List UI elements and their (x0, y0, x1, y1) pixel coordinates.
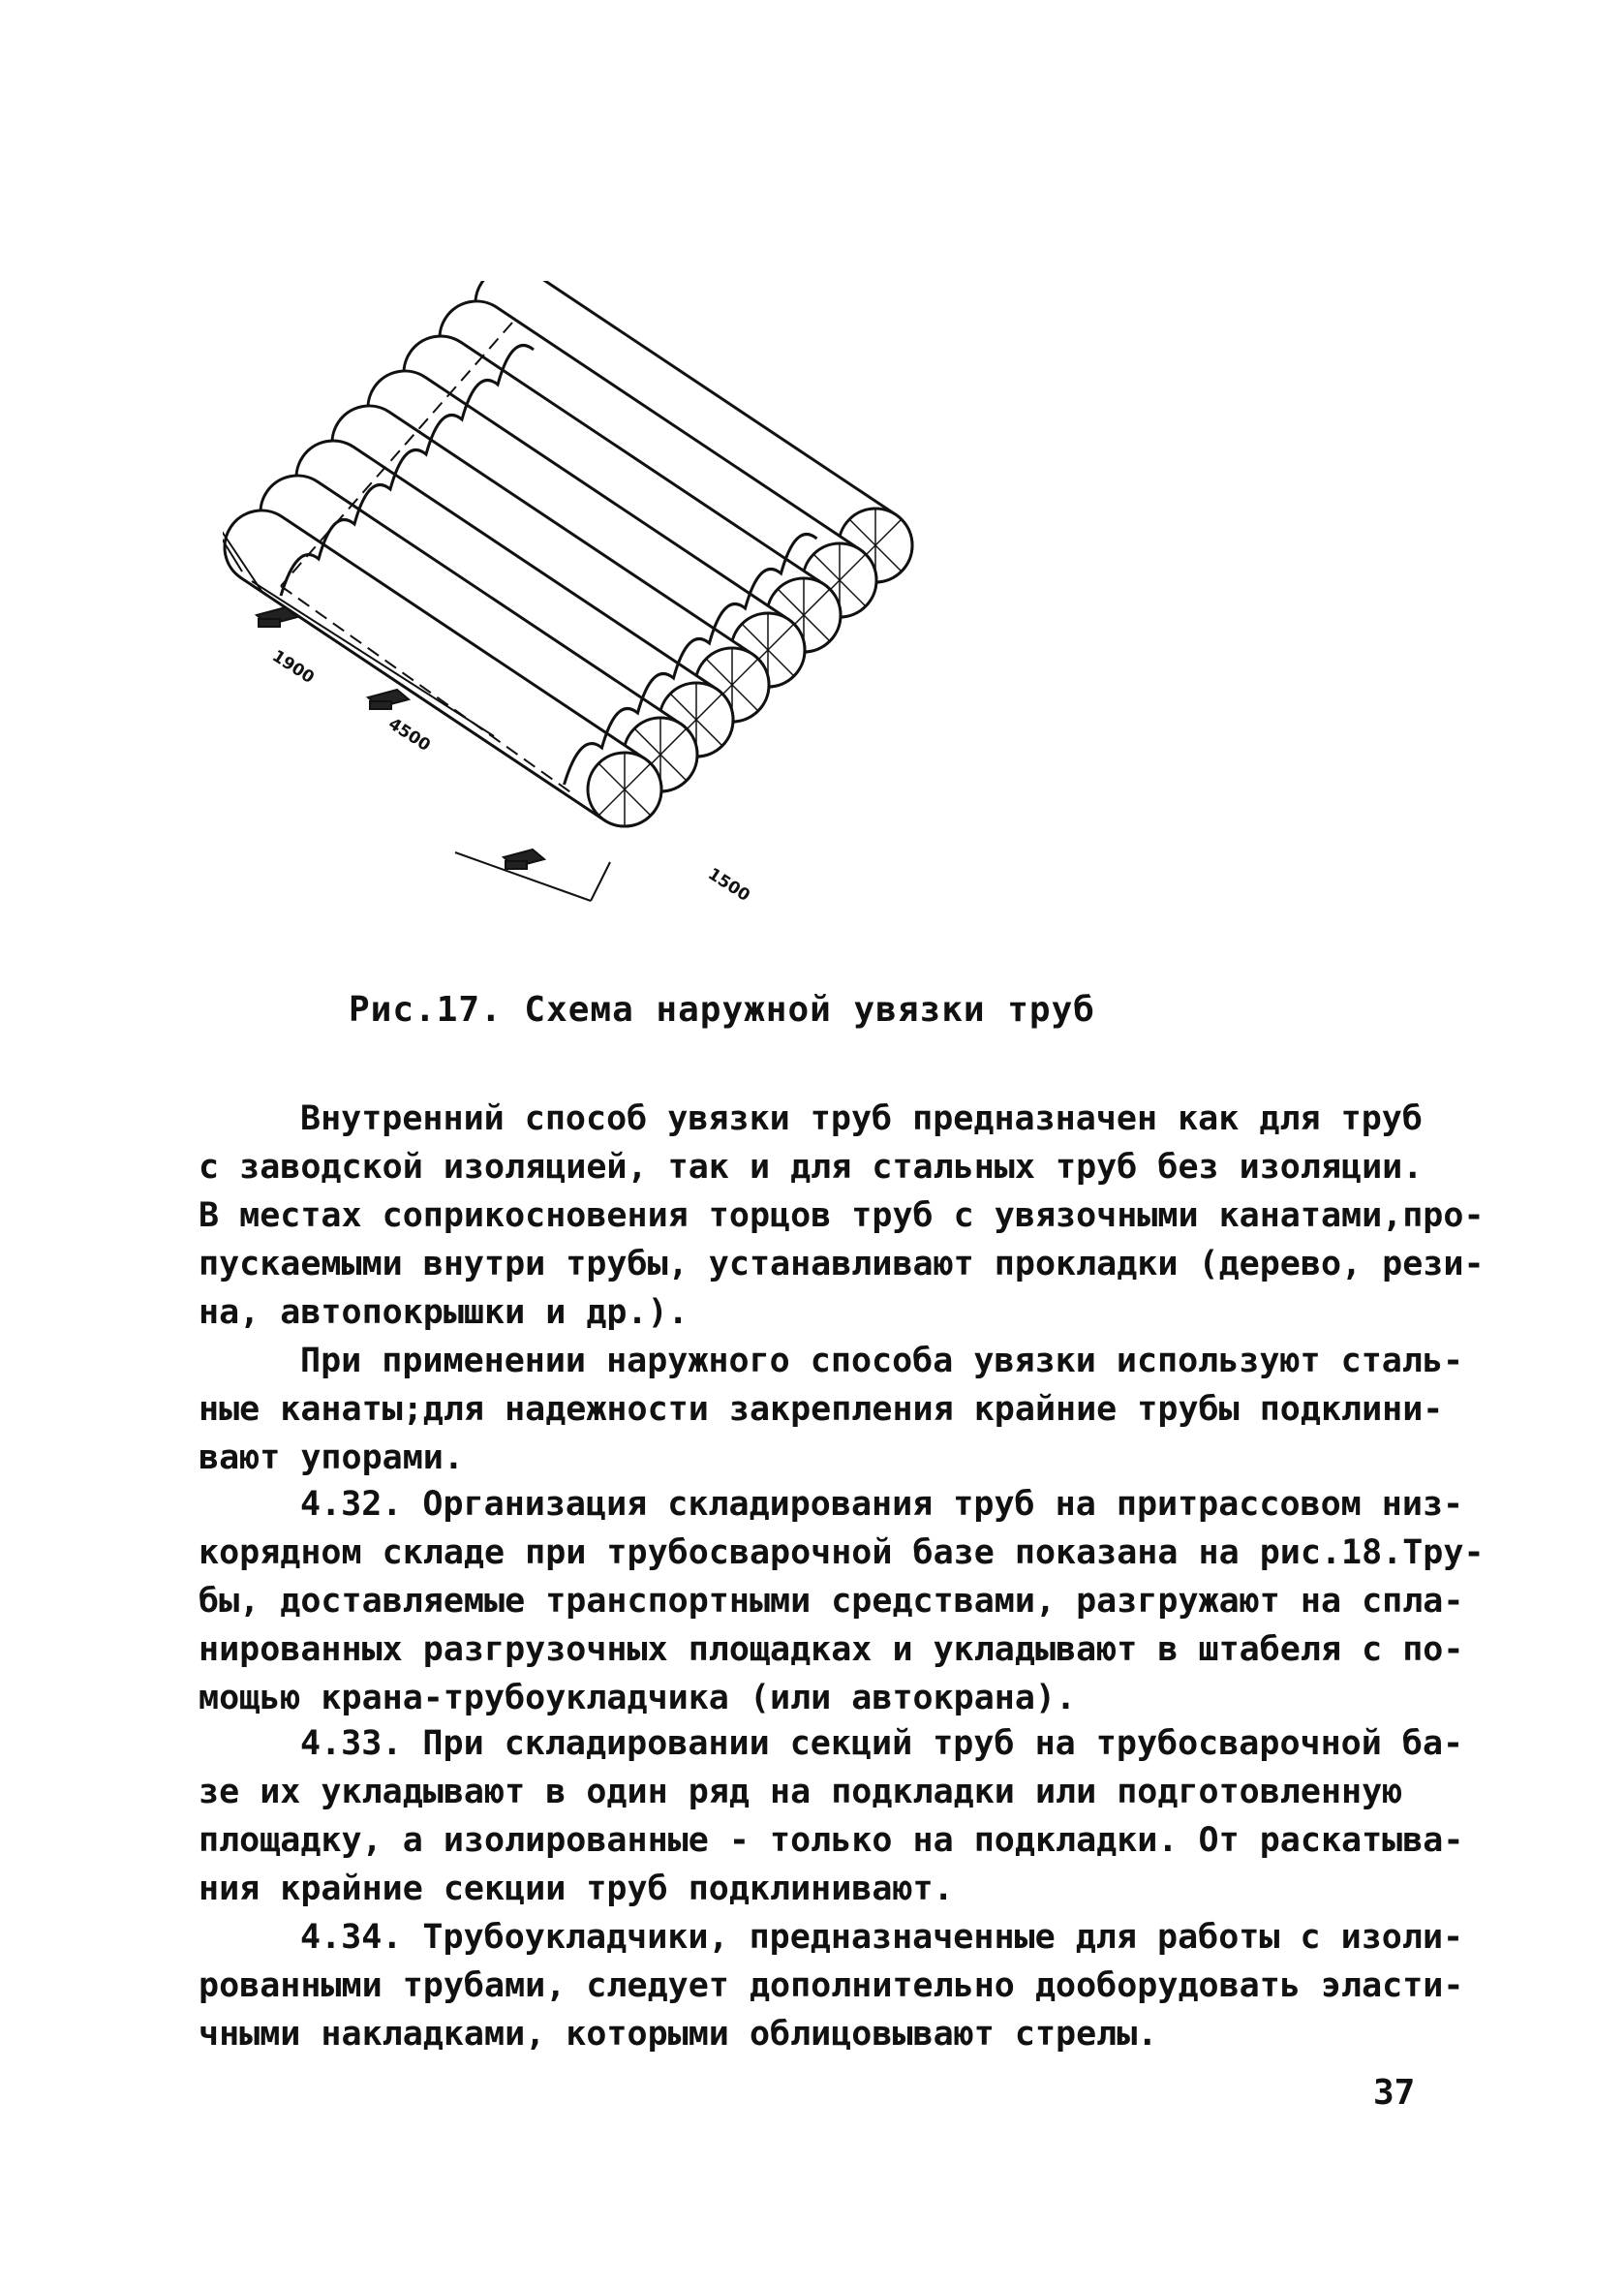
pipe-bundle-figure (223, 281, 1307, 949)
text-line: 4.34. Трубоукладчики, предназначенные для работы с изоли- (300, 1918, 1464, 1957)
text-line: При применении наружного способа увязки используют сталь- (300, 1342, 1464, 1380)
dimension-line (591, 862, 610, 901)
text-line: корядном складе при трубосварочной базе показана на рис.18.Тру- (199, 1533, 1485, 1572)
paragraph-1 (199, 1095, 1485, 1337)
dimension-label-1900: 1900 (268, 646, 318, 688)
wedge-support (506, 861, 527, 869)
text-line: 4.33. При складировании секций труб на трубосварочной ба- (300, 1724, 1464, 1763)
page-number: 37 (1373, 2073, 1416, 2113)
text-line: площадку, а изолированные - только на подкладки. От раскатыва- (199, 1821, 1464, 1860)
text-line: мощью крана-трубоукладчика (или автокрана). (199, 1679, 1077, 1717)
text-line: нированных разгрузочных площадках и укладывают в штабеля с по- (199, 1630, 1464, 1669)
paragraph-4-32 (199, 1480, 1485, 1722)
text-line: на, автопокрышки и др.). (199, 1293, 689, 1332)
paragraph-4-34 (199, 1913, 1464, 2058)
figure-caption: Рис.17. Схема наружной увязки труб (349, 990, 1095, 1030)
pipe-bundle-drawing (223, 281, 1307, 949)
text-line: ные канаты;для надежности закрепления крайние трубы подклини- (199, 1390, 1444, 1429)
text-line: чными накладками, которыми облицовывают стрелы. (199, 2015, 1158, 2054)
dimension-label-4500: 4500 (384, 714, 434, 756)
text-line: бы, доставляемые транспортными средствами, разгружают на спла- (199, 1582, 1464, 1621)
dimension-label-1500: 1500 (704, 864, 753, 906)
paragraph-4-33 (199, 1719, 1464, 1913)
text-line: зе их укладывают в один ряд на подкладки или подготовленную (199, 1773, 1403, 1811)
text-line: вают упорами. (199, 1438, 464, 1477)
wedge-support (370, 701, 391, 709)
text-line: В местах соприкосновения торцов труб с увязочными канатами,про- (199, 1196, 1485, 1235)
text-line: пускаемыми внутри трубы, устанавливают прокладки (дерево, рези- (199, 1245, 1485, 1283)
text-line: с заводской изоляцией, так и для стальных труб без изоляции. (199, 1148, 1424, 1187)
text-line: рованными трубами, следует дополнительно дооборудовать эласти- (199, 1966, 1464, 2005)
pipes-group (225, 281, 912, 826)
wedge-support (259, 619, 280, 627)
text-line: ния крайние секции труб подклинивают. (199, 1870, 954, 1908)
text-line: 4.32. Организация складирования труб на притрассовом низ- (300, 1485, 1464, 1524)
paragraph-2 (199, 1337, 1464, 1482)
text-line: Внутренний способ увязки труб предназначен как для труб (300, 1099, 1423, 1138)
